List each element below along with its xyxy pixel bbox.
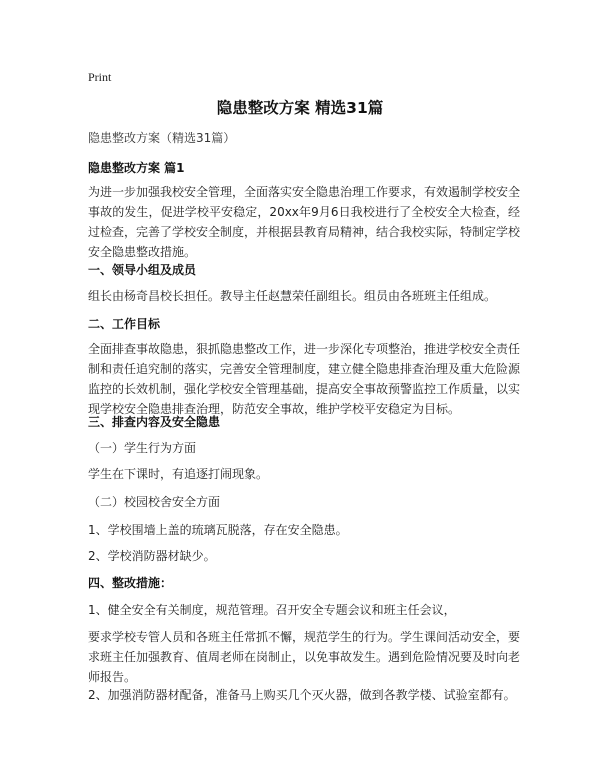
subheading-campus-safety: （二）校园校舍安全方面: [88, 495, 221, 509]
goals-paragraph: 全面排查事故隐患，狠抓隐患整改工作，进一步深化专项整治，推进学校安全责任制和责任追究制的落实，完善安全管理制度，建立健全隐患排查治理及重大危险源监控的长效机制，强化学校安全管理基础，提高安全事故预警监控工作质量，以实现学校安全隐患排查治理，防范安全事故，维护学校平安稳定为目标。: [88, 342, 521, 416]
leadership-paragraph: 组长由杨奇昌校长担任。教导主任赵慧荣任副组长。组员由各班班主任组成。: [88, 289, 497, 303]
intro-paragraph: 为进一步加强我校安全管理，全面落实安全隐患治理工作要求，有效遏制学校安全事故的发生，促进学校平安稳定，20xx年9月6日我校进行了全校安全大检查，经过检查，完善了学校安全制度，并根据县教育局精神，结合我校实际，特制定学校安全隐患整改措施。: [88, 185, 521, 259]
heading-measures: 四、整改措施：: [88, 576, 173, 590]
page-title: 隐患整改方案 精选31篇: [216, 99, 384, 117]
heading-leadership: 一、领导小组及成员: [88, 263, 197, 277]
heading-inspection: 三、排查内容及安全隐患: [88, 415, 221, 429]
campus-item-1: 1、学校围墙上盖的琉璃瓦脱落，存在安全隐患。: [88, 523, 348, 537]
subheading-student-behavior: （一）学生行为方面: [88, 441, 197, 455]
student-behavior-text: 学生在下课时，有追逐打闹现象。: [88, 467, 269, 481]
print-link[interactable]: Print: [88, 70, 112, 84]
measure-2: 2、加强消防器材配备，准备马上购买几个灭火器，做到各教学楼、试验室都有。: [88, 688, 516, 702]
measure-1: 1、健全安全有关制度，规范管理。召开安全专题会议和班主任会议，: [88, 603, 456, 617]
heading-goals: 二、工作目标: [88, 317, 161, 331]
section-heading: 隐患整改方案 篇1: [88, 161, 185, 175]
measure-1-detail: 要求学校专管人员和各班主任常抓不懈，规范学生的行为。学生课间活动安全，要求班主任加强教育、值周老师在岗制止，以免事故发生。遇到危险情况要及时向老师报告。: [88, 630, 521, 684]
campus-item-2: 2、学校消防器材缺少。: [88, 549, 216, 563]
subtitle: 隐患整改方案（精选31篇）: [88, 131, 236, 145]
